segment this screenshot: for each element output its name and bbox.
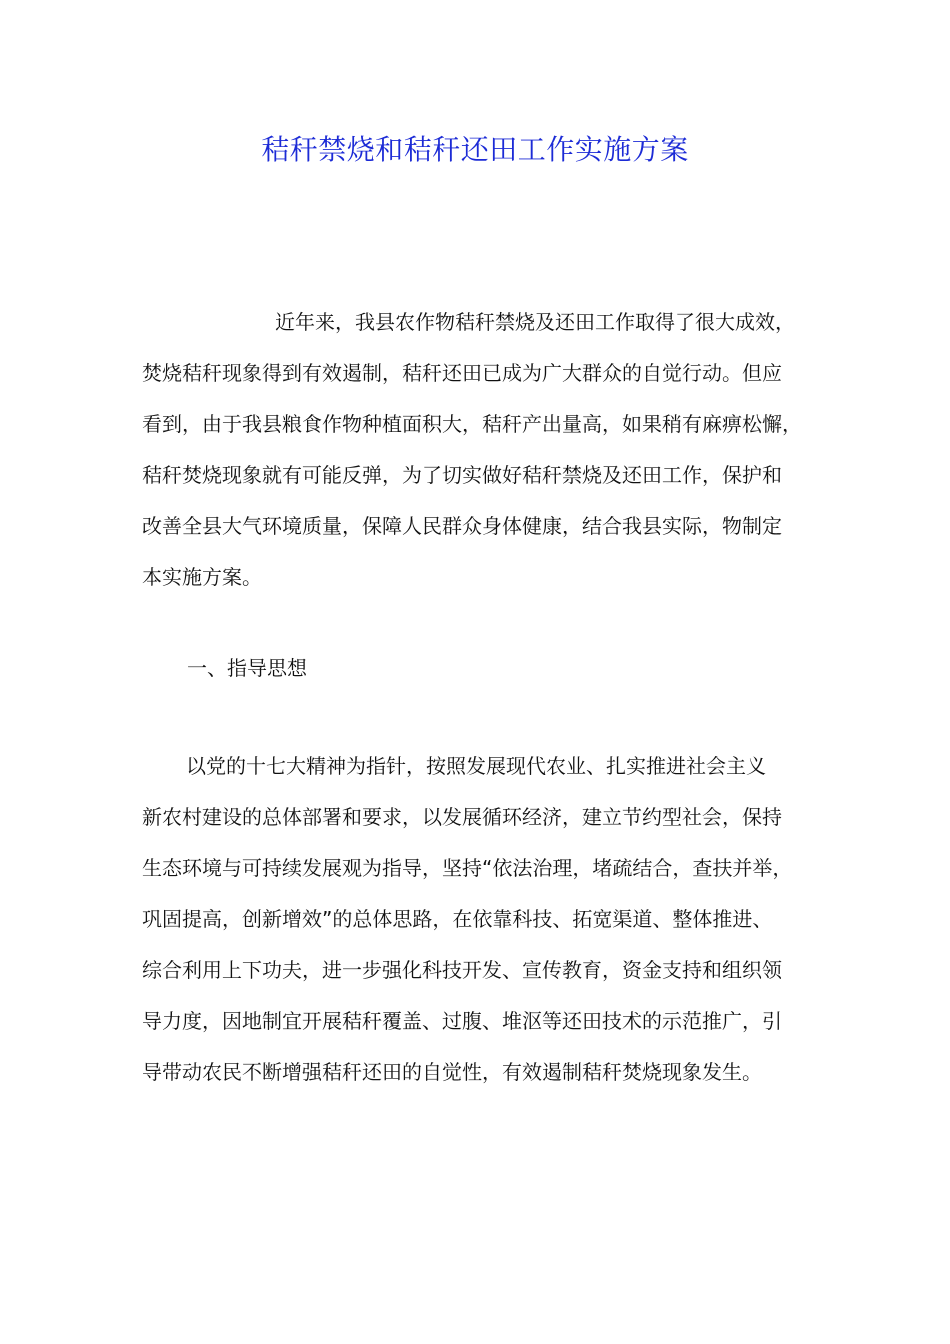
intro-paragraph <box>142 297 838 603</box>
paragraph-line: 以党的十七大精神为指针，按照发展现代农业、扎实推进社会主义 <box>186 754 766 778</box>
paragraph-line: 巩固提高，创新增效”的总体思路，在依靠科技、拓宽渠道、整体推进、 <box>142 907 773 931</box>
paragraph-line: 新农村建设的总体部署和要求，以发展循环经济，建立节约型社会，保持 <box>142 805 782 829</box>
paragraph-line: 生态环境与可持续发展观为指导，坚持“依法治理，堵疏结合，查扶并举， <box>142 856 793 880</box>
paragraph-line: 综合利用上下功夫，进一步强化科技开发、宣传教育，资金支持和组织领 <box>142 958 782 982</box>
paragraph-line: 本实施方案。 <box>142 565 262 589</box>
paragraph-line: 导力度，因地制宜开展秸秆覆盖、过腹、堆沤等还田技术的示范推广，引 <box>142 1009 782 1033</box>
section-heading: 一、指导思想 <box>187 656 307 680</box>
paragraph-line: 焚烧秸秆现象得到有效遏制，秸秆还田已成为广大群众的自觉行动。但应 <box>142 361 782 385</box>
guiding-ideology-paragraph <box>142 741 838 1098</box>
paragraph-line: 秸秆焚烧现象就有可能反弹，为了切实做好秸秆禁烧及还田工作，保护和 <box>142 463 782 487</box>
paragraph-line: 近年来，我县农作物秸秆禁烧及还田工作取得了很大成效， <box>275 310 795 334</box>
paragraph-line: 导带动农民不断增强秸秆还田的自觉性，有效遏制秸秆焚烧现象发生。 <box>142 1060 762 1084</box>
document-title: 秸秆禁烧和秸秆还田工作实施方案 <box>261 133 689 166</box>
paragraph-line: 看到，由于我县粮食作物种植面积大，秸秆产出量高，如果稍有麻痹松懈， <box>142 412 802 436</box>
paragraph-line: 改善全县大气环境质量，保障人民群众身体健康，结合我县实际，物制定 <box>142 514 782 538</box>
